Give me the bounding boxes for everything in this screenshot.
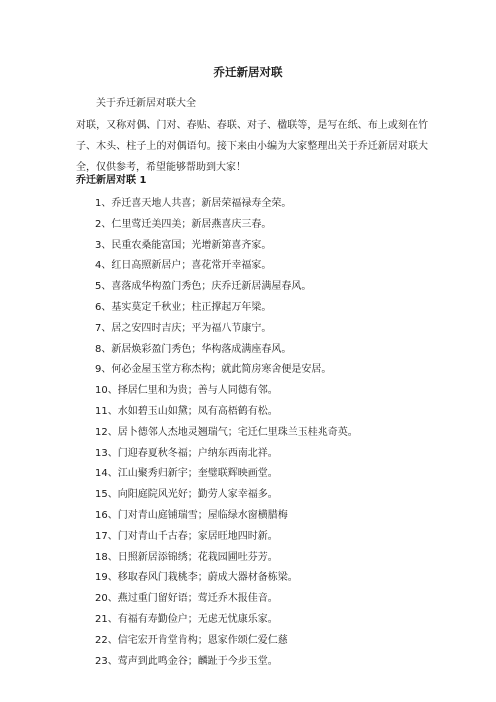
- couplet-item: 13、门迎春夏秋冬福；户纳东西南北祥。: [95, 447, 278, 459]
- couplet-item: 12、居卜德邻人杰地灵翘瑞气；宅迁仁里珠兰玉桂兆奇英。: [95, 426, 358, 438]
- couplet-item: 19、移取春风门栽桃李；蔚成大器材备栋梁。: [95, 572, 298, 584]
- couplet-item: 23、莺声到此鸣金谷；麟趾于今步玉堂。: [95, 655, 278, 667]
- couplet-item: 14、江山聚秀归新宇；奎璧联辉映画堂。: [95, 468, 278, 480]
- intro-paragraph: 对联，又称对偶、门对、春贴、春联、对子、楹联等，是写在纸、布上或刻在竹子、木头、柱子上的对偶语句。接下来由小编为大家整理出关于乔迁新居对联大全，仅供参考，希望能够帮助到大家！: [76, 120, 428, 173]
- document-title: 乔迁新居对联: [213, 65, 283, 79]
- couplet-item: 10、择居仁里和为贵；善与人同德有邻。: [95, 385, 278, 397]
- couplet-item: 6、基实莫定千秋业；柱正撑起万年梁。: [95, 301, 272, 313]
- couplet-list: [95, 194, 358, 672]
- couplet-item: 11、水如碧玉山如黛；凤有高梧鹤有松。: [95, 405, 278, 417]
- couplet-item: 4、红日高照新居户；喜花常开幸福家。: [95, 260, 272, 272]
- couplet-item: 5、喜落成华构盈门秀色；庆乔迁新居满屋春风。: [95, 281, 312, 293]
- couplet-item: 21、有福有寿勤俭户；无虑无忧康乐家。: [95, 613, 278, 625]
- couplet-item: 7、居之安四时吉庆；平为福八节康宁。: [95, 322, 272, 334]
- couplet-item: 22、信宅宏开肯堂肯构；恩家作颂仁爱仁慈: [95, 634, 288, 646]
- couplet-item: 20、燕过重门留好语；莺迁乔木报佳音。: [95, 593, 278, 605]
- section-heading: 乔迁新居对联 1: [76, 175, 147, 186]
- couplet-item: 16、门对青山庭铺瑞雪；屋临绿水窗横腊梅: [95, 509, 288, 521]
- couplet-item: 3、民重农桑能富国；光增新第喜齐家。: [95, 239, 272, 251]
- couplet-item: 8、新居焕彩盈门秀色；华构落成满座春风。: [95, 343, 292, 355]
- couplet-item: 1、乔迁喜天地人共喜；新居荣福禄寿全荣。: [95, 198, 292, 209]
- couplet-item: 18、日照新居添锦绣；花栽园圃吐芬芳。: [95, 551, 278, 563]
- intro-heading: 关于乔迁新居对联大全: [96, 98, 196, 109]
- couplet-item: 2、仁里莺迁美四美；新居燕喜庆三春。: [95, 218, 272, 230]
- couplet-item: 17、门对青山千古春；家居旺地四时新。: [95, 530, 278, 542]
- couplet-item: 15、向阳庭院风光好；勤劳人家幸福多。: [95, 489, 278, 501]
- couplet-item: 9、何必金屋玉堂方称杰构；就此简房寒舍便是安居。: [95, 364, 332, 376]
